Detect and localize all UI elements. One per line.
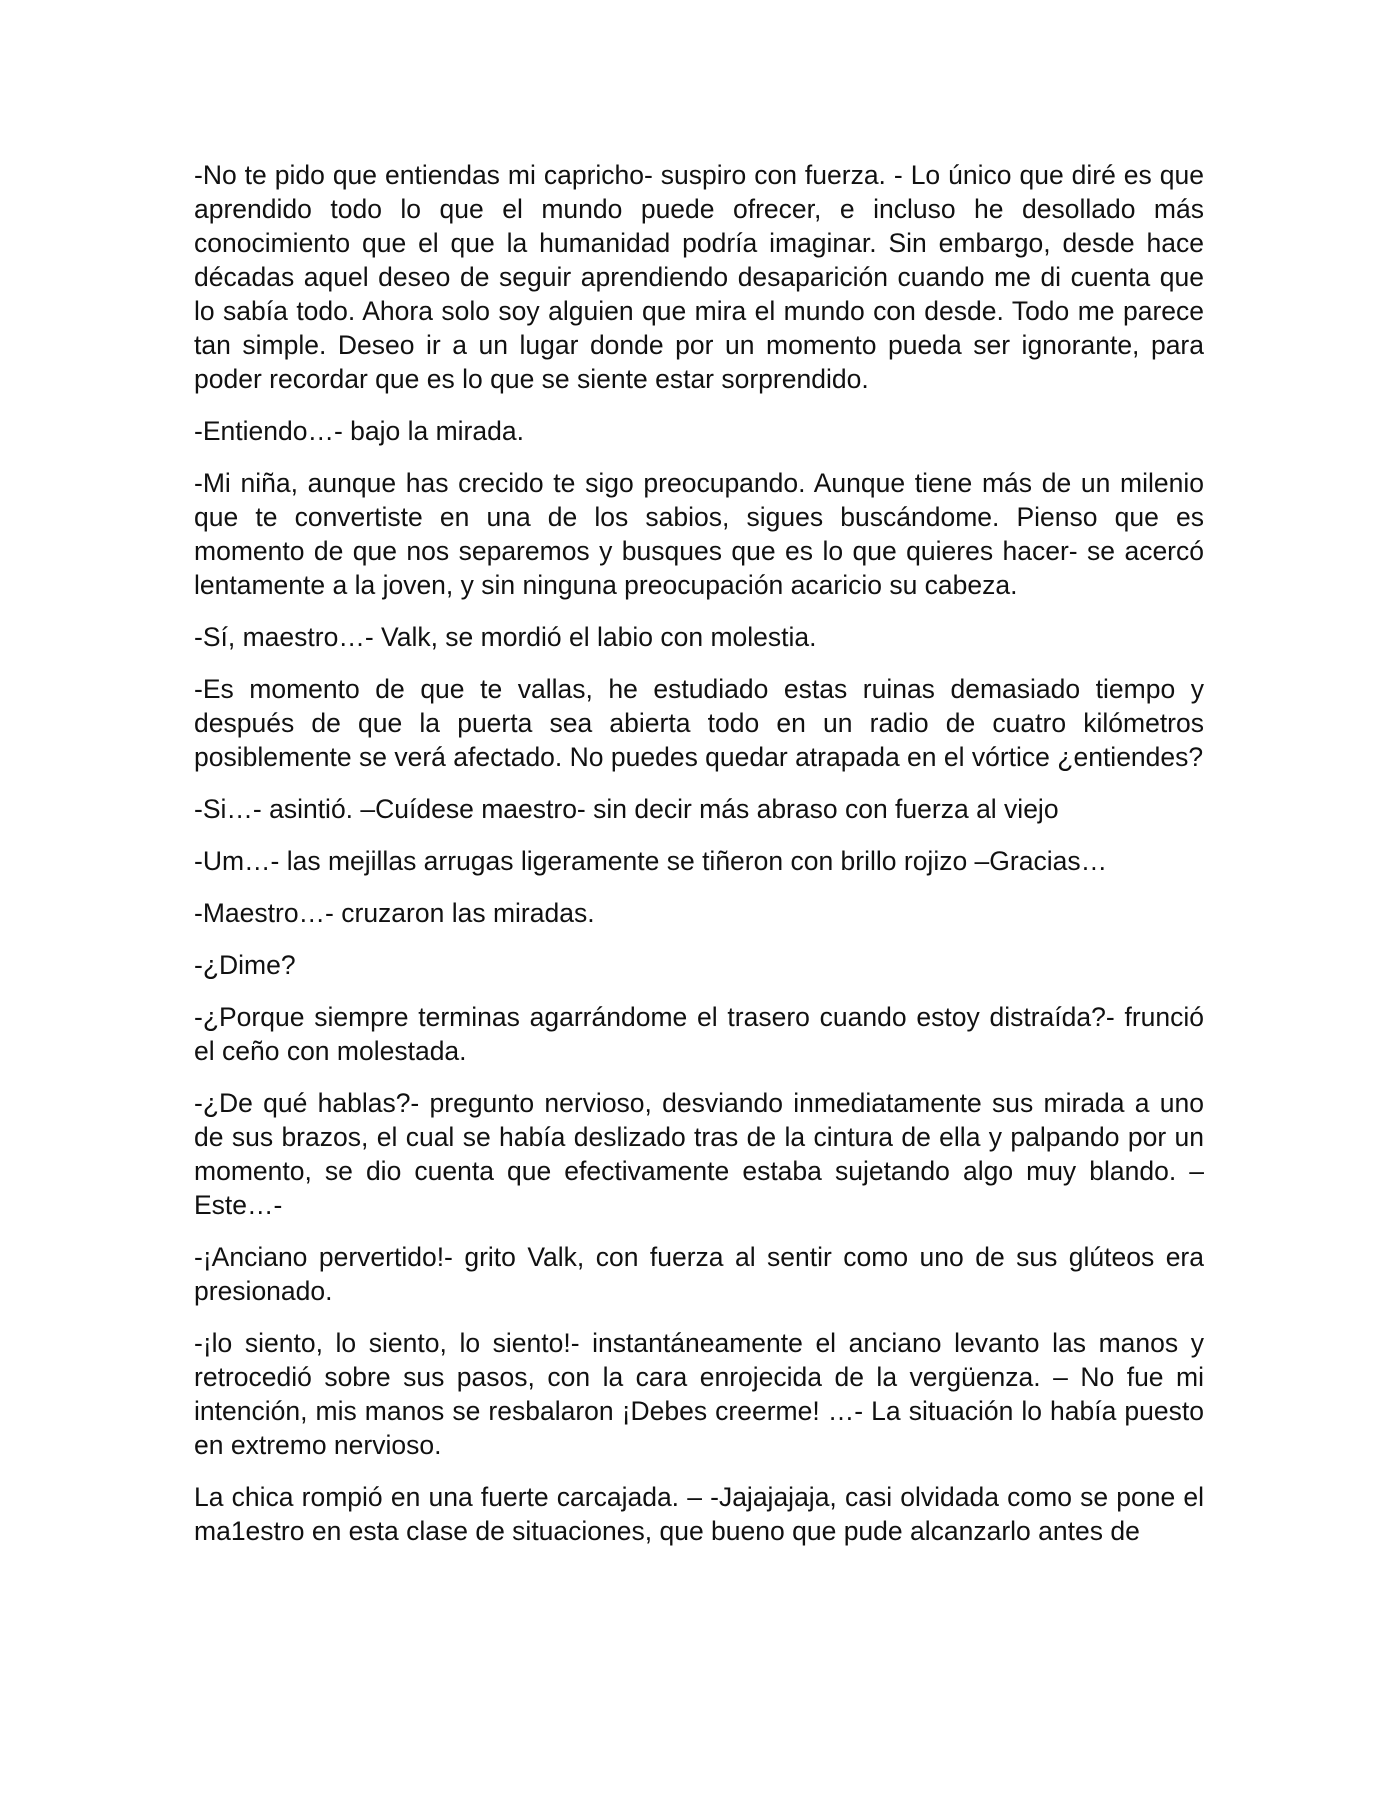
paragraph: -No te pido que entiendas mi capricho- suspiro con fuerza. - Lo único que diré es que aprendido todo lo que el mundo puede ofrecer, e incluso he desollado más conocimiento que el que la humanidad podría imaginar. Sin embargo, desde hace décadas aquel deseo de seguir aprendiendo desaparición cuando me di cuenta que lo sabía todo. Ahora solo soy alguien que mira el mundo con desde. Todo me parece tan simple. Deseo ir a un lugar donde por un momento pueda ser ignorante, para poder recordar que es lo que se siente estar sorprendido.	[194, 160, 1204, 394]
paragraph: -Entiendo…- bajo la mirada.	[194, 416, 524, 446]
paragraph: -Sí, maestro…- Valk, se mordió el labio con molestia.	[194, 622, 817, 652]
paragraph: -¿Porque siempre terminas agarrándome el trasero cuando estoy distraída?- frunció el ceño con molestada.	[194, 1002, 1204, 1066]
paragraph: La chica rompió en una fuerte carcajada. – -Jajajajaja, casi olvidada como se pone el ma1estro en esta clase de situaciones, que bueno que pude alcanzarlo antes de	[194, 1482, 1204, 1546]
paragraph: -Es momento de que te vallas, he estudiado estas ruinas demasiado tiempo y después de que la puerta sea abierta todo en un radio de cuatro kilómetros posiblemente se verá afectado. No puedes quedar atrapada en el vórtice ¿entiendes?	[194, 674, 1204, 772]
paragraph: -Um…- las mejillas arrugas ligeramente se tiñeron con brillo rojizo –Gracias…	[194, 846, 1108, 876]
paragraph: -Mi niña, aunque has crecido te sigo preocupando. Aunque tiene más de un milenio que te convertiste en una de los sabios, sigues buscándome. Pienso que es momento de que nos separemos y busques que es lo que quieres hacer- se acercó lentamente a la joven, y sin ninguna preocupación acaricio su cabeza.	[194, 468, 1204, 600]
document-body	[194, 158, 1204, 1548]
paragraph: -¡Anciano pervertido!- grito Valk, con fuerza al sentir como uno de sus glúteos era presionado.	[194, 1242, 1204, 1306]
paragraph: -¡lo siento, lo siento, lo siento!- instantáneamente el anciano levanto las manos y retrocedió sobre sus pasos, con la cara enrojecida de la vergüenza. – No fue mi intención, mis manos se resbalaron ¡Debes creerme! …- La situación lo había puesto en extremo nervioso.	[194, 1328, 1204, 1460]
paragraph: -¿De qué hablas?- pregunto nervioso, desviando inmediatamente sus mirada a uno de sus brazos, el cual se había deslizado tras de la cintura de ella y palpando por un momento, se dio cuenta que efectivamente estaba sujetando algo muy blando. – Este…-	[194, 1088, 1204, 1220]
paragraph: -Si…- asintió. –Cuídese maestro- sin decir más abraso con fuerza al viejo	[194, 794, 1059, 824]
paragraph: -Maestro…- cruzaron las miradas.	[194, 898, 595, 928]
paragraph: -¿Dime?	[194, 950, 296, 980]
